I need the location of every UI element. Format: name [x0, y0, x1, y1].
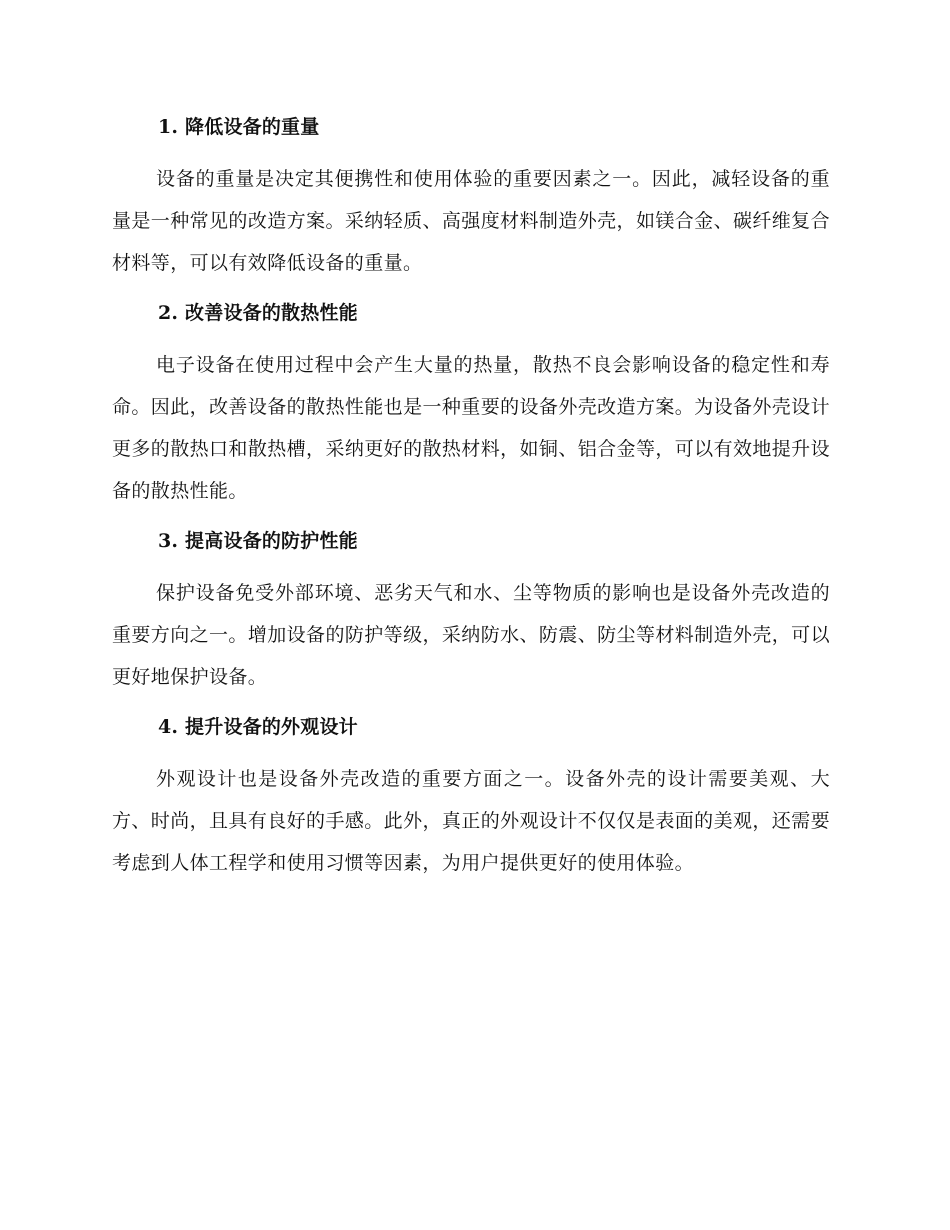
section-paragraph: 保护设备免受外部环境、恶劣天气和水、尘等物质的影响也是设备外壳改造的重要方向之一。增加设备的防护等级，采纳防水、防震、防尘等材料制造外壳，可以更好地保护设备。: [112, 582, 830, 688]
section-appearance-design: [112, 710, 830, 884]
section-heading: 4. 提升设备的外观设计: [158, 716, 358, 738]
section-heading: 2. 改善设备的散热性能: [158, 302, 358, 324]
section-paragraph: 电子设备在使用过程中会产生大量的热量，散热不良会影响设备的稳定性和寿命。因此，改善设备的散热性能也是一种重要的设备外壳改造方案。为设备外壳设计更多的散热口和散热槽，采纳更好的散热材料，如铜、铝合金等，可以有效地提升设备的散热性能。: [112, 354, 830, 502]
section-reduce-weight: [112, 110, 830, 284]
section-heading: 3. 提高设备的防护性能: [158, 530, 358, 552]
document-content: [112, 110, 830, 896]
section-paragraph: 外观设计也是设备外壳改造的重要方面之一。设备外壳的设计需要美观、大方、时尚，且具有良好的手感。此外，真正的外观设计不仅仅是表面的美观，还需要考虑到人体工程学和使用习惯等因素，为用户提供更好的使用体验。: [112, 768, 830, 874]
section-improve-protection: [112, 524, 830, 698]
section-paragraph: 设备的重量是决定其便携性和使用体验的重要因素之一。因此，减轻设备的重量是一种常见的改造方案。采纳轻质、高强度材料制造外壳，如镁合金、碳纤维复合材料等，可以有效降低设备的重量。: [112, 168, 830, 274]
section-heading: 1. 降低设备的重量: [158, 116, 320, 138]
section-improve-cooling: [112, 296, 830, 512]
